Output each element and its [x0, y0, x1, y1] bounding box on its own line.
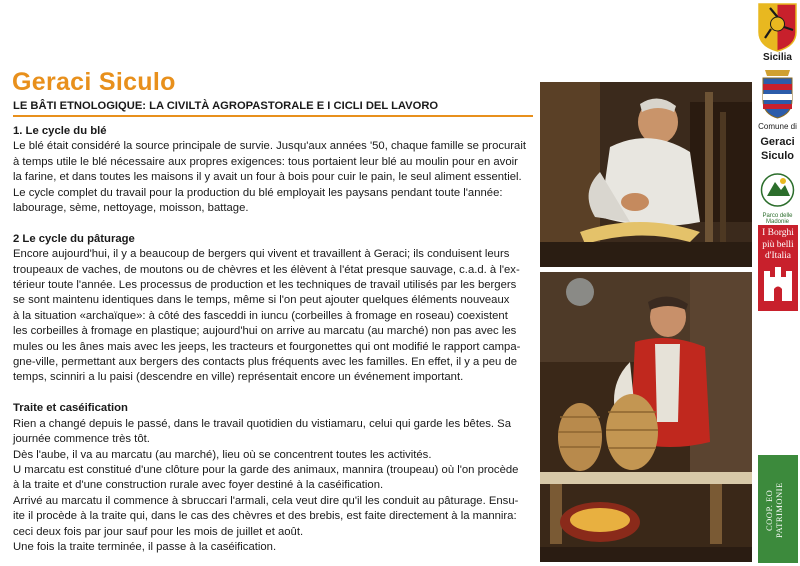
coop-label: COOP. EO PATRIMONIE: [764, 482, 784, 538]
photo-shepherd-cheese: [540, 272, 752, 562]
comune-name: [755, 135, 800, 163]
article-body: [13, 124, 534, 555]
section-heading: Traite et caséification: [13, 402, 128, 415]
text-line: temps, scinniri a lu paisi (descendre en ville) représentait encore un événement important.: [13, 371, 464, 384]
text-line: à la traite et d'une construction rurale avec foyer destiné à la caséification.: [13, 479, 384, 492]
text-line: Une fois la traite terminée, il passe à la caséification.: [13, 540, 277, 553]
sicilia-trinacria-logo: [755, 2, 800, 57]
text-line: ite il procède à la traite qui, dans le cas des chèvres et des brebis, est faite directement à la mannira:: [13, 510, 517, 523]
parco-madonie-logo: [755, 170, 800, 217]
text-line: Rien a changé depuis le passé, dans le travail quotidien du vistiamaru, celui qui garde les bêtes. Sa: [13, 417, 511, 430]
geraci-coat-of-arms: [755, 66, 800, 125]
text-line: la farine, et dans toutes les maisons il y avait un four à bois pour cuir le pain, le seul aliment essentiel.: [13, 171, 522, 184]
page-subtitle: LE BÂTI ETNOLOGIQUE: LA CIVILTÀ AGROPASTORALE E I CICLI DEL LAVORO: [13, 100, 533, 117]
text-line: se sont maintenu identiques dans le temps, même si l'on peut ajouter quelques éléments nouveaux: [13, 294, 510, 307]
text-line: journée commence très tôt.: [13, 433, 150, 446]
text-line: mules ou les ânes mais avec les jeeps, les tracteurs et fourgonettes qui ont modifié le rapport campa-: [13, 340, 521, 353]
text-line: Encore aujourd'hui, il y a beaucoup de bergers qui vivent et travaillent à Geraci; ils conduisent leurs: [13, 248, 510, 261]
text-line: Arrivé au marcatu il commence à sbruccari l'armali, cela veut dire qu'il les conduit au pâturage. Ensu-: [13, 494, 519, 507]
text-line: à la situation «archaïque»: à côté des fasceddi in iuncu (corbeilles à fromage en roseau) coexistent: [13, 309, 508, 322]
text-line: térieur toute l'année. Les processus de production et les techniques de travail utilisés par les bergers: [13, 279, 517, 292]
text-line: à temps utile le blé nécessaire aux propres exigences: tous portaient leur blé au moulin pour en avoir: [13, 155, 518, 168]
text-line: Le cycle complet du travail pour la production du blé employait les paysans pendant toute l'année:: [13, 186, 503, 199]
section-heading: 2 Le cycle du pâturage: [13, 232, 135, 245]
text-line: Dès l'aube, il va au marcatu (au marché), lieu où se concentrent toutes les activités.: [13, 448, 432, 461]
sicilia-label: Sicilia: [763, 52, 792, 63]
text-line: les corbeilles à fromage en plastique; aujourd'hui on arrive au marcatu (au marché) non pas avec les: [13, 325, 517, 338]
borghi-castle-icon: [760, 263, 796, 303]
borghi-badge: [758, 225, 798, 311]
text-line: gne-ville, permettant aux bergers des contacts plus fréquents avec les familles. En effet, il y a peu de: [13, 356, 518, 369]
parco-label: Parco delle Madonie: [762, 213, 793, 225]
text-line: labourage, sème, nettoyage, moisson, battage.: [13, 202, 249, 215]
comune-prefix: Comune di: [758, 122, 797, 131]
comune-name-line1: Geraci: [760, 136, 795, 148]
text-line: U marcatu est constitué d'une clôture pour la garde des animaux, mannira (troupeau) où l'on procède: [13, 463, 519, 476]
page-title: Geraci Siculo: [12, 68, 176, 96]
borghi-line2: più belli: [762, 239, 794, 250]
text-line: troupeaux de vaches, de moutons ou de chèvres et les élèvent à l'état presque sauvage, c.a.d. à l'ex-: [13, 263, 520, 276]
text-line: ceci deux fois par jour sauf pour les mois de juillet et août.: [13, 525, 304, 538]
text-line: Le blé était considéré la source principale de survie. Jusqu'aux années '50, chaque famille se procurait: [13, 140, 526, 153]
photo-craftsman-carving: [540, 82, 752, 267]
comune-name-line2: Siculo: [760, 150, 794, 162]
borghi-line3: d'Italia: [765, 251, 791, 261]
section-heading: 1. Le cycle du blé: [13, 125, 107, 137]
borghi-line1: I Borghi: [762, 228, 794, 238]
